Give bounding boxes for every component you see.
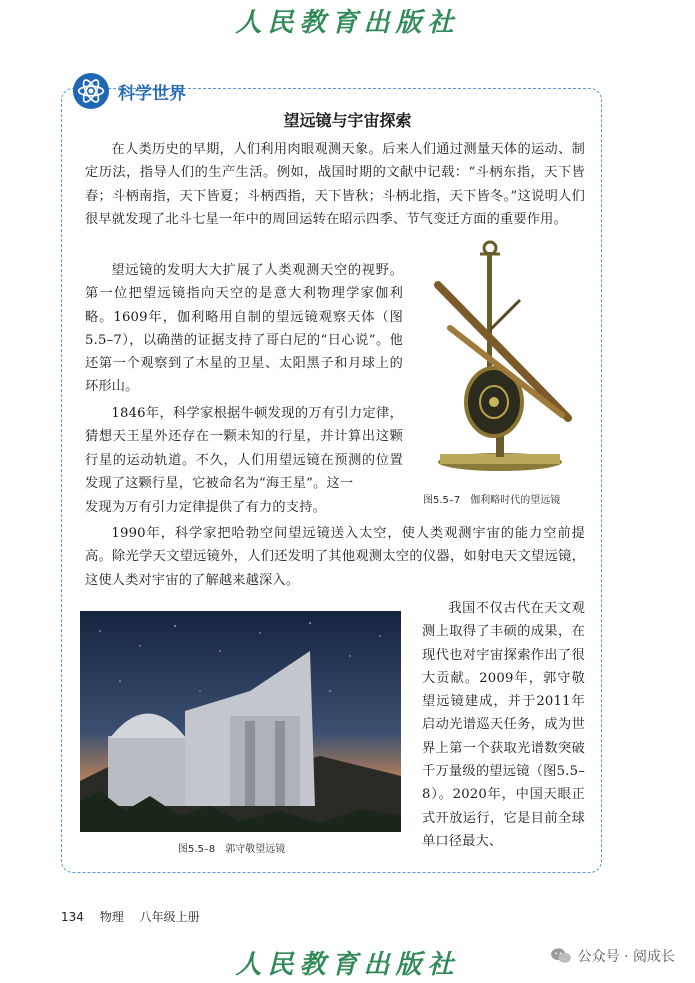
paragraph-neptune: 1846年，科学家根据牛顿发现的万有引力定律，猜想天王星外还存在一颗未知的行星，并计算出这颗行星的运动轨道。不久，人们用望远镜在预测的位置发现了这颗行星，它被命名为“海王星”。这一	[85, 406, 403, 491]
atom-icon	[72, 72, 110, 110]
wechat-watermark	[550, 946, 675, 966]
section-header	[72, 72, 186, 110]
galileo-telescope-image	[430, 240, 580, 480]
watermark-text: 公众号 · 阅成长	[577, 949, 675, 965]
paragraph-hubble: 1990年，科学家把哈勃空间望远镜送入太空，使人类观测宇宙的能力空前提高。除光学天文望远镜外，人们还发明了其他观测太空的仪器，如射电天文望远镜，这使人类对宇宙的了解越来越深入。	[85, 526, 585, 588]
volume-name: 八年级上册	[139, 910, 200, 924]
page-footer	[61, 908, 212, 925]
wechat-icon	[550, 947, 572, 965]
paragraph-lamost: 我国不仅古代在天文观测上取得了丰硕的成果，在现代也对宇宙探索作出了很大贡献。2009年，郭守敬望远镜建成，并于2011年启动光谱巡天任务，成为世界上第一个获取光谱数突破千万量级的望远镜（图5.5–8）。2020年，中国天眼正式开放运行，它是目前全球单口径最大、	[422, 601, 585, 849]
lamost-observatory-photo	[80, 611, 401, 832]
page-number: 134	[61, 910, 84, 924]
figure-caption-galileo: 图5.5–7 伽利略时代的望远镜	[423, 495, 561, 506]
publisher-logo-bottom: 人民教育出版社	[235, 950, 460, 980]
section-label: 科学世界	[118, 83, 186, 104]
figure-caption-lamost: 图5.5–8 郭守敬望远镜	[178, 844, 286, 855]
paragraph-early-history: 在人类历史的早期，人们利用肉眼观测天象。后来人们通过测量天体的运动、制定历法，指导人们的生产生活。例如，战国时期的文献中记载：“斗柄东指，天下皆春；斗柄南指，天下皆夏；斗柄西指，天下皆秋；斗柄北指，天下皆冬。”这说明人们很早就发现了北斗七星一年中的周回运转在昭示四季、节气变迁方面的重要作用。	[85, 142, 585, 227]
publisher-logo-top: 人民教育出版社	[235, 8, 460, 38]
article-title: 望远镜与宇宙探索	[283, 111, 412, 130]
paragraph-neptune-end: 发现为万有引力定律提供了有力的支持。	[85, 500, 326, 515]
subject-name: 物理	[99, 910, 124, 924]
paragraph-galileo: 望远镜的发明大大扩展了人类观测天空的视野。第一位把望远镜指向天空的是意大利物理学家伽利略。1609年，伽利略用自制的望远镜观察天体（图5.5–7），以确凿的证据支持了哥白尼的“日心说”。他还第一个观察到了木星的卫星、太阳黑子和月球上的环形山。	[85, 263, 403, 395]
